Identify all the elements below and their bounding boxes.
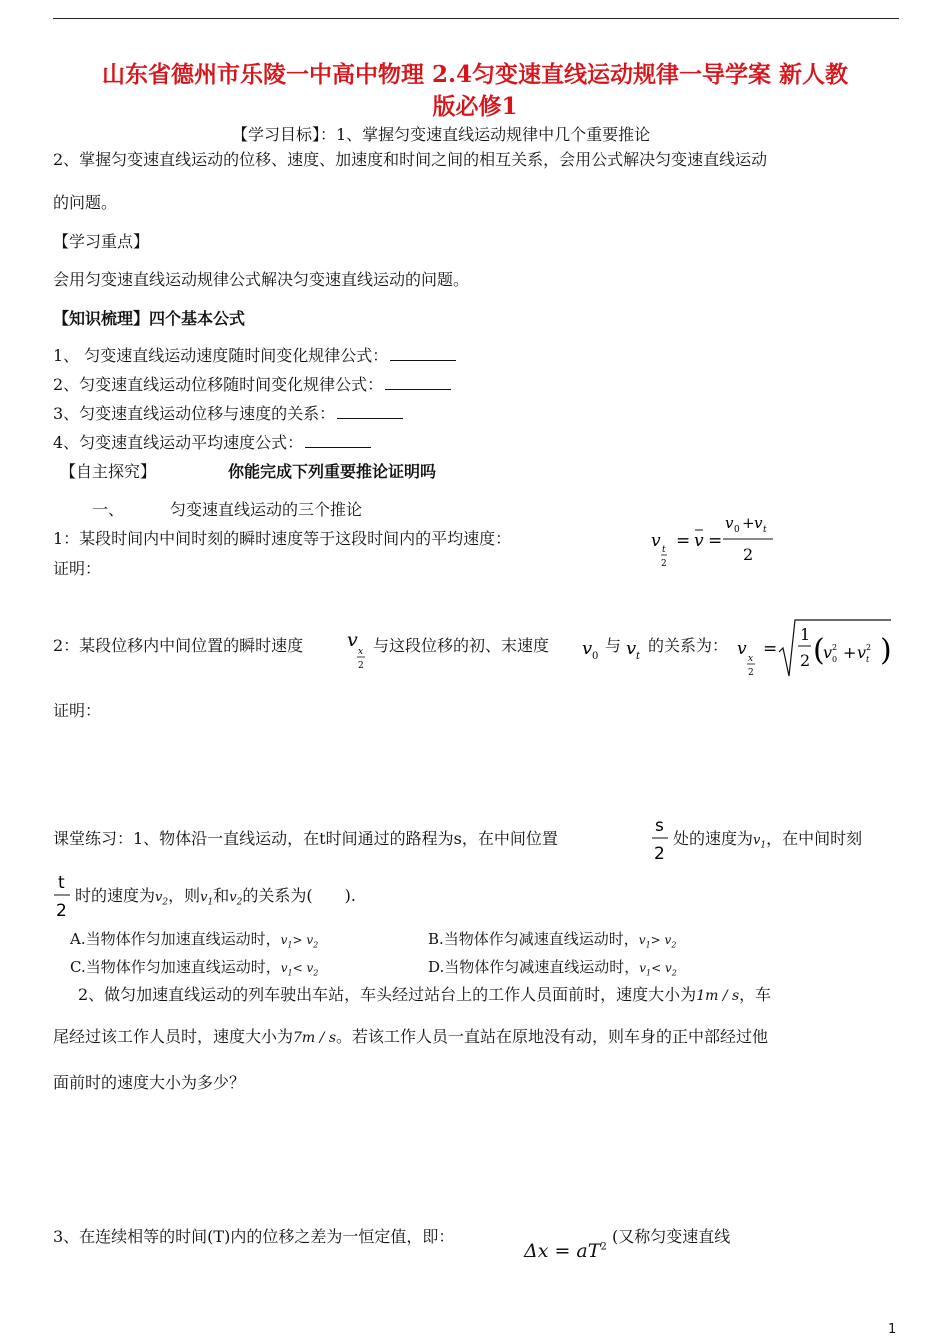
svg-text:2: 2 (866, 643, 872, 652)
key-point-header: 【学习重点】 (53, 232, 150, 251)
svg-text:=: = (763, 639, 778, 659)
svg-text:v: v (347, 629, 358, 651)
v2-symbol: $v_2$ (155, 890, 169, 908)
practice-1-line1 (53, 826, 558, 849)
option-d-text: D.当物体作匀减速直线运动时， (428, 958, 640, 976)
svg-text:=: = (676, 531, 691, 551)
practice-2-line2 (53, 1024, 768, 1047)
option-b-text: B.当物体作匀减速直线运动时， (428, 930, 639, 948)
svg-text:2: 2 (832, 643, 838, 652)
knowledge-header (53, 306, 245, 329)
document-title-line2: 版必修1 (432, 93, 518, 120)
svg-text:v: v (651, 531, 661, 551)
explore-header: 【自主探究】 (60, 462, 157, 481)
svg-text:2: 2 (358, 661, 364, 671)
practice-1-line1-rest (673, 826, 862, 851)
svg-text:v: v (857, 643, 867, 662)
speed-1-value: 1m / s (696, 988, 740, 1004)
key-point-text: 会用匀变速直线运动规律公式解决匀变速直线运动的问题。 (53, 270, 470, 289)
practice-1-text-b: 处的速度为 (673, 829, 754, 848)
option-a[interactable] (70, 928, 318, 949)
option-c-text: C.当物体作匀加速直线运动时， (70, 958, 281, 976)
v1-symbol: $v_1$ (753, 833, 767, 851)
svg-text:s: s (655, 816, 664, 836)
svg-text:v: v (823, 643, 833, 662)
inference-1-proof-label: 证明： (53, 559, 102, 578)
inference-2-formula (733, 612, 898, 684)
svg-text:t: t (866, 655, 870, 664)
inference-2-proof-label: 证明： (53, 701, 102, 720)
speed-2-value: 7m / s (293, 1030, 336, 1046)
svg-text:=: = (708, 531, 723, 551)
practice-2-text-b: ，车 (739, 985, 772, 1004)
svg-text:t: t (636, 651, 641, 662)
svg-text:v: v (754, 514, 763, 532)
practice-2-text-c: 尾经过该工作人员时，速度大小为 (53, 1027, 294, 1046)
option-d[interactable] (428, 956, 677, 977)
learning-objective-header: 【学习目标】：1、掌握匀变速直线运动规律中几个重要推论 (232, 125, 651, 144)
v-x-half-symbol (343, 622, 373, 674)
section-one-number: 一、 (92, 500, 125, 519)
inference-2-line (53, 633, 303, 656)
inference-1-formula (645, 506, 785, 572)
t-over-2-fraction (52, 871, 74, 923)
answer-blank-3[interactable] (337, 404, 403, 419)
v1-symbol-b: $v_1$ (200, 890, 214, 908)
option-b[interactable] (428, 928, 676, 949)
svg-text:+: + (843, 643, 857, 662)
svg-text:2: 2 (800, 651, 811, 670)
svg-text:): ) (880, 633, 892, 668)
formula-item-3 (53, 401, 403, 424)
svg-text:2: 2 (661, 559, 667, 569)
top-rule (53, 18, 899, 19)
delta-x-formula: Δx = aT (524, 1240, 601, 1262)
practice-2-line1 (78, 982, 771, 1005)
svg-text:t: t (763, 525, 767, 535)
svg-text:v: v (694, 531, 704, 551)
answer-blank-2[interactable] (385, 375, 451, 390)
practice-1-text-d: 时的速度为 (75, 886, 156, 905)
s-over-2-fraction (650, 814, 672, 866)
inference-3-text-b: (又称匀变速直线 (612, 1227, 731, 1246)
v0-symbol (579, 632, 603, 662)
svg-text:v: v (626, 638, 637, 659)
svg-text:(: ( (813, 633, 825, 668)
option-c-relation: $v_1< v_2$ (280, 961, 319, 978)
learning-objective-2a: 2、掌握匀变速直线运动的位移、速度、加速度和时间之间的相互关系，会用公式解决匀变速直线运动 (53, 150, 768, 169)
svg-text:0: 0 (734, 525, 740, 535)
practice-2-text-d: 。若该工作人员一直站在原地没有动，则车身的正中部经过他 (336, 1027, 769, 1046)
practice-1-text-e: ，则 (168, 886, 201, 905)
formula-item-2 (53, 372, 451, 395)
inference-1-text: 1：某段时间内中间时刻的瞬时速度等于这段时间内的平均速度： (53, 529, 512, 548)
svg-text:2: 2 (743, 545, 754, 564)
inference-2-text-c: 与 (605, 636, 622, 655)
svg-text:v: v (725, 514, 734, 532)
formula-item-4 (53, 430, 371, 453)
learning-objective-2b: 的问题。 (53, 193, 118, 212)
formula-item-1-text: 1、 匀变速直线运动速度随时间变化规律公式： (53, 346, 389, 365)
document-title-line1: 山东省德州市乐陵一中高中物理 2.4匀变速直线运动规律一导学案 新人教 (101, 61, 849, 88)
svg-text:v: v (737, 639, 747, 659)
practice-1-text-g: 的关系为( ). (242, 886, 356, 905)
option-a-text: A.当物体作匀加速直线运动时， (70, 930, 281, 948)
inference-3-text: 3、在连续相等的时间(T)内的位移之差为一恒定值，即： (53, 1227, 455, 1246)
svg-text:0: 0 (832, 655, 838, 664)
knowledge-title: 四个基本公式 (149, 309, 246, 328)
svg-text:x: x (748, 654, 754, 664)
answer-blank-1[interactable] (390, 346, 456, 361)
v2-symbol-b: $v_2$ (229, 890, 243, 908)
answer-blank-4[interactable] (305, 433, 371, 448)
explore-question: 你能完成下列重要推论证明吗 (228, 462, 437, 481)
option-d-relation: $v_1< v_2$ (639, 961, 677, 978)
svg-text:t: t (662, 545, 666, 555)
svg-text:1: 1 (800, 625, 811, 644)
practice-2-line3: 面前时的速度大小为多少？ (53, 1073, 246, 1092)
option-c[interactable] (70, 956, 318, 977)
inference-2-text-d: 的关系为： (648, 636, 729, 655)
section-one-title: 匀变速直线运动的三个推论 (170, 500, 363, 519)
formula-item-4-text: 4、匀变速直线运动平均速度公式： (53, 433, 304, 452)
svg-text:2: 2 (654, 844, 665, 864)
inference-2-text-a: 2：某段位移内中间位置的瞬时速度 (53, 636, 304, 655)
svg-text:t: t (58, 873, 65, 893)
vt-symbol (623, 632, 647, 662)
practice-1-text-f: 和 (213, 886, 230, 905)
svg-text:x: x (358, 647, 364, 657)
practice-2-text-a: 2、做匀加速直线运动的列车驶出车站，车头经过站台上的工作人员面前时，速度大小为 (78, 985, 697, 1004)
practice-1-text-c: ，在中间时刻 (766, 829, 863, 848)
practice-1-line2 (75, 883, 356, 908)
knowledge-header-label: 【知识梳理】 (53, 309, 150, 328)
svg-text:0: 0 (592, 651, 599, 662)
inference-3-formula (524, 1240, 607, 1262)
svg-text:2: 2 (748, 668, 754, 678)
svg-text:v: v (582, 638, 593, 659)
svg-text:+: + (742, 514, 755, 532)
option-a-relation: $v_1> v_2$ (280, 933, 319, 950)
squared-exponent: 2 (600, 1241, 607, 1253)
page-number: 1 (888, 1322, 897, 1337)
option-b-relation: $v_1> v_2$ (638, 933, 677, 950)
formula-item-2-text: 2、匀变速直线运动位移随时间变化规律公式： (53, 375, 384, 394)
practice-1-text-a: 课堂练习：1、物体沿一直线运动，在t时间通过的路程为s，在中间位置 (53, 829, 558, 848)
inference-2-text-b: 与这段位移的初、末速度 (373, 636, 550, 655)
svg-text:2: 2 (56, 901, 67, 921)
formula-item-3-text: 3、匀变速直线运动位移与速度的关系： (53, 404, 336, 423)
formula-item-1 (53, 343, 456, 366)
